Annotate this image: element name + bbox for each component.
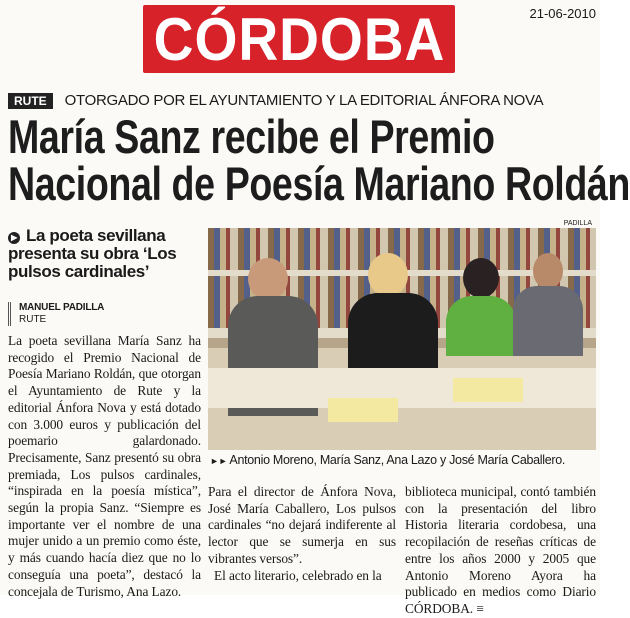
subheadline-text: La poeta sevillana presenta su obra ‘Los pulsos cardinales’ — [8, 226, 177, 281]
publication-date: 21-06-2010 — [529, 6, 596, 21]
location: RUTE — [19, 314, 47, 325]
headline-line-1: María Sanz recibe el Premio — [8, 110, 495, 163]
photo-caption — [210, 453, 565, 467]
body-column-2 — [208, 484, 396, 584]
body-column-1: La poeta sevillana María Sanz ha recogido el Premio Nacional de Poesía Mariano Roldán, que otorgan el Ayuntamiento de Rute y la editorial Ánfora Nova y está dotado con 3.000 euros y publicación del poemario galardonado. Precisamente, Sanz presentó su obra premiada, Los pulsos cardinales, “inspirada en la poesía mística”, según la propia Sanz. “Siempre es importante ver el nombre de una mujer unido a un premio como éste, y más cuando hacía diez que no lo conseguía una poeta”, destacó la concejala de Turismo, Ana Lazo. — [8, 333, 201, 599]
masthead-logo — [143, 5, 455, 73]
subheadline — [8, 227, 203, 281]
paragraph: El acto literario, celebrado en la — [214, 567, 382, 583]
logo-text: CÓRDOBA — [153, 5, 445, 73]
section-label: RUTE — [8, 93, 53, 109]
caption-text: Antonio Moreno, María Sanz, Ana Lazo y José María Caballero. — [229, 453, 566, 467]
headline-line-2: Nacional de Poesía Mariano Roldán — [8, 157, 630, 210]
article-photo — [208, 228, 596, 450]
kicker — [8, 92, 543, 109]
author: MANUEL PADILLA — [19, 302, 105, 313]
paragraph: Para el director de Ánfora Nova, José María Caballero, Los pulsos cardinales “no dejará indiferente al lector que se sumerja en sus vibrantes versos”. — [208, 484, 396, 566]
kicker-text: OTORGADO POR EL AYUNTAMIENTO Y LA EDITORIAL ÁNFORA NOVA — [64, 92, 544, 109]
photo-credit: PADILLA — [563, 220, 592, 227]
caption-arrows-icon: ►► — [210, 456, 230, 466]
play-bullet-icon: ▶ — [8, 232, 20, 244]
body-column-3: biblioteca municipal, contó también con la presentación del libro Historia literaria cordobesa, una recopilación de reseñas críticas de entre los años 2000 y 2005 que Antonio Moreno Ayora ha publicado en medios como Diario CÓRDOBA. ≡ — [405, 484, 596, 616]
byline — [8, 302, 104, 326]
